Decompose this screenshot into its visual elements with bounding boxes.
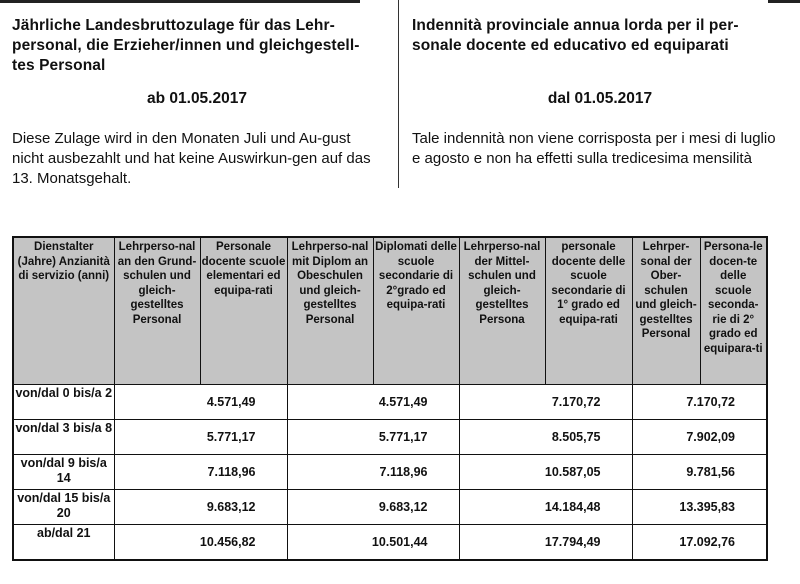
value-secondary: 13.395,83 (632, 489, 767, 524)
header-primary-de: Lehrperso-nal an den Grund-schulen und gleich-gestelltes Personal (114, 237, 200, 384)
german-title: Jährliche Landesbruttozulage für das Lehr-personal, die Erzieher/innen und gleichgestell-tes Personal (12, 17, 360, 74)
row-label: von/dal 3 bis/a 8 (13, 419, 114, 454)
allowance-table (12, 236, 768, 561)
table-row (13, 454, 767, 489)
value-middle: 10.587,05 (459, 454, 632, 489)
table-row (13, 489, 767, 524)
value-diploma: 4.571,49 (287, 384, 459, 419)
value-primary: 7.118,96 (114, 454, 287, 489)
header-seniority: Dienstalter (Jahre) Anzianità di servizio (anni) (13, 237, 114, 384)
value-diploma: 10.501,44 (287, 524, 459, 560)
value-secondary: 7.902,09 (632, 419, 767, 454)
italian-title: Indennità provinciale annua lorda per il per-sonale docente ed educativo ed equiparati (412, 17, 739, 54)
allowance-table-wrapper (12, 236, 768, 561)
german-body: Diese Zulage wird in den Monaten Juli und Au-gust nicht ausbezahlt und hat keine Auswirkun-gen auf das 13. Monatsgehalt. (12, 130, 371, 187)
value-secondary: 9.781,56 (632, 454, 767, 489)
value-middle: 17.794,49 (459, 524, 632, 560)
italian-date: dal 01.05.2017 (547, 90, 653, 107)
table-row (13, 524, 767, 560)
row-label: ab/dal 21 (13, 524, 114, 560)
value-secondary: 7.170,72 (632, 384, 767, 419)
value-middle: 7.170,72 (459, 384, 632, 419)
table-row (13, 419, 767, 454)
value-secondary: 17.092,76 (632, 524, 767, 560)
value-diploma: 9.683,12 (287, 489, 459, 524)
header-secondary-it: Persona-le docen-te delle scuole seconda-rie di 2° grado ed equipara-ti (700, 237, 767, 384)
value-middle: 14.184,48 (459, 489, 632, 524)
value-primary: 10.456,82 (114, 524, 287, 560)
header-middle-de: Lehrperso-nal der Mittel-schulen und gleich-gestelltes Persona (459, 237, 545, 384)
table-header-row (13, 237, 767, 384)
header-primary-it: Personale docente scuole elementari ed equipa-rati (200, 237, 287, 384)
header-diploma-it: Diplomati delle scuole secondarie di 2°grado ed equipa-rati (373, 237, 459, 384)
table-row (13, 384, 767, 419)
value-diploma: 7.118,96 (287, 454, 459, 489)
header-middle-it: personale docente delle scuole secondarie di 1° grado ed equipa-rati (545, 237, 632, 384)
value-middle: 8.505,75 (459, 419, 632, 454)
header-secondary-de: Lehrper-sonal der Ober-schulen und gleich-gestelltes Personal (632, 237, 700, 384)
top-rule-left (0, 0, 360, 3)
italian-body: Tale indennità non viene corrisposta per i mesi di luglio e agosto e non ha effetti sulla tredicesima mensilità (412, 130, 776, 167)
row-label: von/dal 9 bis/a 14 (13, 454, 114, 489)
row-label: von/dal 0 bis/a 2 (13, 384, 114, 419)
value-primary: 9.683,12 (114, 489, 287, 524)
value-diploma: 5.771,17 (287, 419, 459, 454)
header-diploma-de: Lehrperso-nal mit Diplom an Obeschulen und gleich-gestelltes Personal (287, 237, 373, 384)
value-primary: 4.571,49 (114, 384, 287, 419)
german-date: ab 01.05.2017 (147, 90, 247, 107)
top-rule-right (768, 0, 800, 3)
row-label: von/dal 15 bis/a 20 (13, 489, 114, 524)
column-divider (398, 0, 399, 188)
value-primary: 5.771,17 (114, 419, 287, 454)
